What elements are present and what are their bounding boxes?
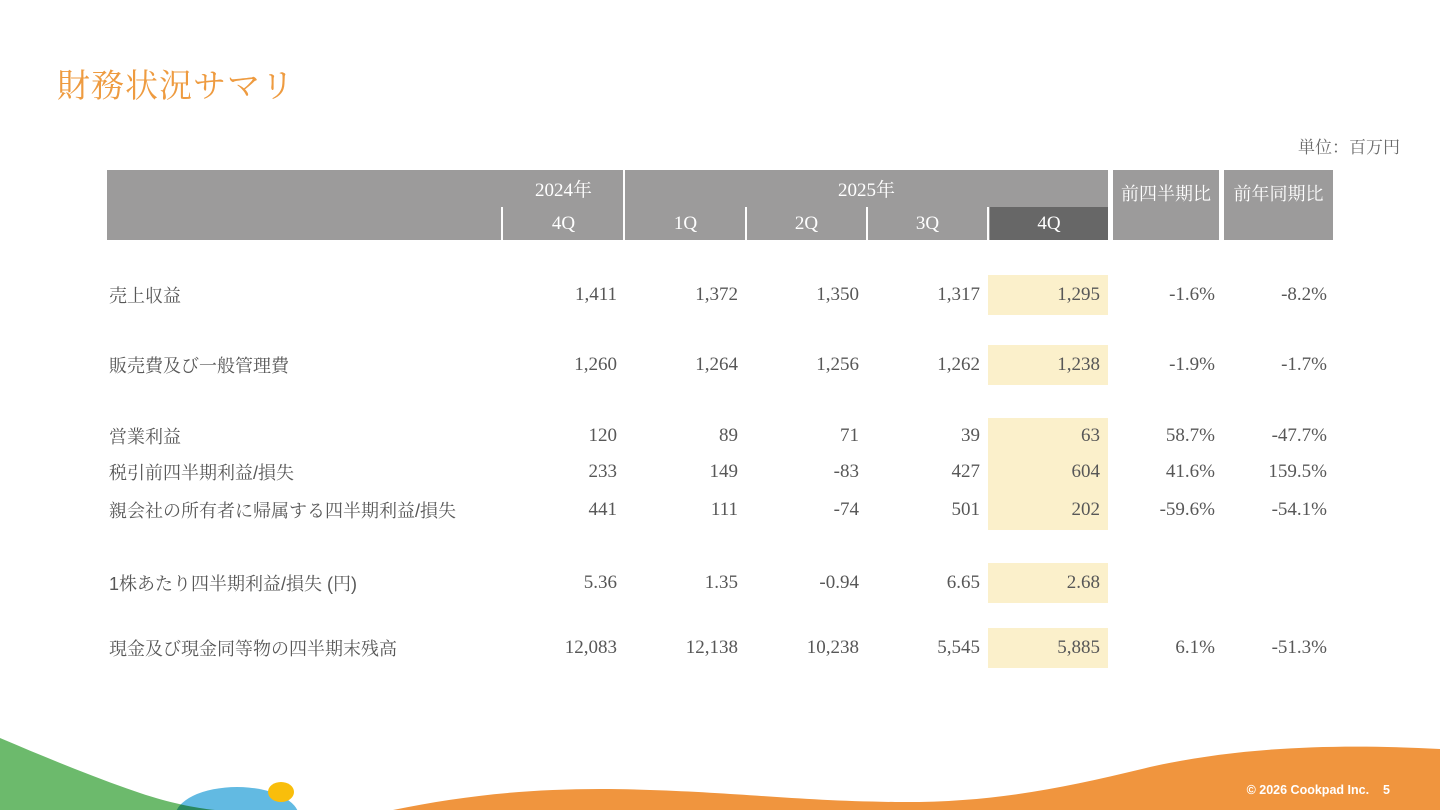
page-number: 5 <box>1383 783 1390 797</box>
cell-2025-4q: 2.68 <box>988 563 1108 603</box>
cell-yoy: -51.3% <box>1271 637 1327 658</box>
financial-summary-table <box>107 170 1333 668</box>
cell-2025-4q: 1,238 <box>988 345 1108 385</box>
cell-yoy: -8.2% <box>1281 284 1327 305</box>
cell-2024-4q: 441 <box>588 499 617 520</box>
header-2025-3q: 3Q <box>915 212 940 234</box>
cell-2024-4q: 233 <box>588 461 617 482</box>
cell-2025-2q: 71 <box>840 425 859 446</box>
table-row-cash-equivalents <box>107 628 1333 668</box>
cell-2025-2q: 10,238 <box>806 637 859 658</box>
cell-qoq: -1.6% <box>1169 284 1215 305</box>
row-label: 1株あたり四半期利益/損失 (円) <box>109 574 357 594</box>
row-label: 売上収益 <box>109 286 181 306</box>
cell-2025-4q: 202 <box>988 490 1108 530</box>
cell-2025-4q: 1,295 <box>988 275 1108 315</box>
cell-2025-1q: 1.35 <box>704 572 738 593</box>
header-divider <box>501 207 503 240</box>
table-row-sga <box>107 345 1333 385</box>
cell-2025-1q: 89 <box>719 425 738 446</box>
header-year-2025: 2025年 <box>837 180 895 201</box>
table-row-pretax-profit <box>107 454 1333 490</box>
cell-yoy: -1.7% <box>1281 354 1327 375</box>
cell-yoy <box>1219 563 1333 603</box>
row-label: 税引前四半期利益/損失 <box>109 463 294 483</box>
table-header-main <box>107 170 1108 240</box>
cell-2025-2q: 1,256 <box>816 354 859 375</box>
cell-2025-2q: -0.94 <box>819 572 859 593</box>
cell-2025-2q: -74 <box>833 499 859 520</box>
header-2025-1q: 1Q <box>673 212 698 234</box>
cell-qoq: -59.6% <box>1159 499 1215 520</box>
cell-2024-4q: 1,411 <box>574 284 617 305</box>
cell-2024-4q: 120 <box>588 425 617 446</box>
cell-2025-2q: -83 <box>833 461 859 482</box>
header-divider <box>623 170 625 240</box>
cell-2025-1q: 12,138 <box>685 637 738 658</box>
bottom-wave-decoration <box>0 710 1440 810</box>
slide-footer <box>1247 783 1390 797</box>
header-year-2024: 2024年 <box>534 180 592 201</box>
header-qoq: 前四半期比 <box>1113 170 1219 240</box>
row-label: 現金及び現金同等物の四半期末残高 <box>109 639 397 659</box>
cell-qoq: 6.1% <box>1175 637 1215 658</box>
cell-2025-4q: 5,885 <box>988 628 1108 668</box>
cell-2025-3q: 427 <box>951 461 980 482</box>
yellow-dot-shape <box>268 782 294 802</box>
cell-2025-4q: 604 <box>988 454 1108 490</box>
cell-qoq: 58.7% <box>1165 425 1215 446</box>
table-row-profit-attributable-owners <box>107 490 1333 530</box>
unit-note: 単位：百万円 <box>1298 138 1400 157</box>
cell-2025-1q: 1,372 <box>695 284 738 305</box>
cell-2024-4q: 12,083 <box>564 637 617 658</box>
cell-2024-4q: 5.36 <box>583 572 617 593</box>
header-yoy: 前年同期比 <box>1224 170 1333 240</box>
cell-2024-4q: 1,260 <box>574 354 617 375</box>
cell-2025-3q: 501 <box>951 499 980 520</box>
cell-qoq <box>1108 563 1219 603</box>
cell-yoy: 159.5% <box>1268 461 1327 482</box>
cell-2025-4q: 63 <box>988 418 1108 454</box>
row-label: 販売費及び一般管理費 <box>109 356 289 376</box>
table-row-eps <box>107 563 1333 603</box>
header-2024-4q: 4Q <box>551 212 576 234</box>
table-header <box>107 170 1333 240</box>
cell-yoy: -54.1% <box>1271 499 1327 520</box>
header-divider <box>745 207 747 240</box>
cell-2025-1q: 149 <box>709 461 738 482</box>
row-label: 親会社の所有者に帰属する四半期利益/損失 <box>109 501 456 521</box>
copyright-text: © 2026 Cookpad Inc. <box>1246 783 1370 797</box>
table-row-revenue <box>107 275 1333 315</box>
cell-2025-3q: 1,317 <box>937 284 980 305</box>
cell-yoy: -47.7% <box>1271 425 1327 446</box>
cell-qoq: 41.6% <box>1165 461 1215 482</box>
cell-2025-3q: 1,262 <box>937 354 980 375</box>
row-label: 営業利益 <box>109 427 181 447</box>
header-2025-4q-current: 4Q <box>990 207 1108 240</box>
cell-2025-3q: 5,545 <box>937 637 980 658</box>
cell-2025-1q: 1,264 <box>695 354 738 375</box>
cell-2025-2q: 1,350 <box>816 284 859 305</box>
page-title: 財務状況サマリ <box>57 67 295 104</box>
header-2025-2q: 2Q <box>794 212 819 234</box>
cell-qoq: -1.9% <box>1169 354 1215 375</box>
cell-2025-3q: 6.65 <box>946 572 980 593</box>
orange-wave-shape <box>393 747 1440 810</box>
table-row-operating-profit <box>107 418 1333 454</box>
green-wave-shape <box>0 738 215 810</box>
header-divider <box>987 207 989 240</box>
cell-2025-3q: 39 <box>961 425 980 446</box>
cell-2025-1q: 111 <box>710 499 738 520</box>
header-divider <box>866 207 868 240</box>
